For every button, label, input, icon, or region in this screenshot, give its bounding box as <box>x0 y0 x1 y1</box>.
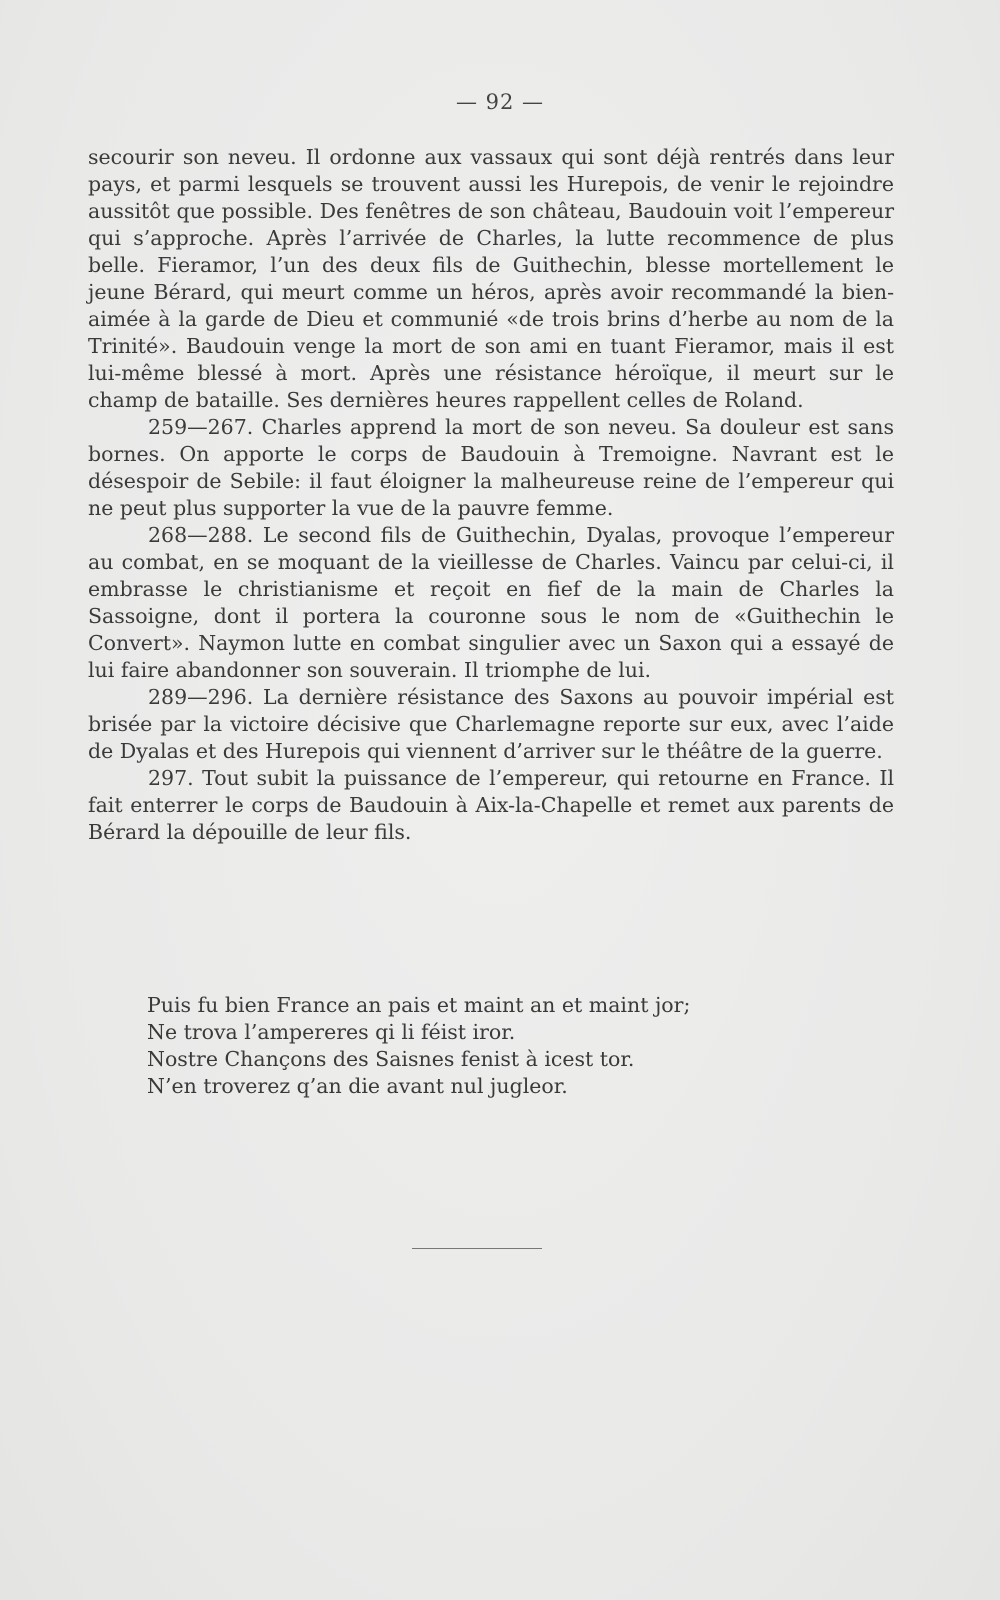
page-number: — 92 — <box>455 90 545 114</box>
paragraph-259-267: 259—267. Charles apprend la mort de son neveu. Sa douleur est sans bornes. On apporte le corps de Baudouin à Tremoigne. Navrant est le désespoir de Sebile: il faut éloigner la malheureuse reine de l’empereur qui ne peut plus supporter la vue de la pauvre femme. <box>88 415 894 520</box>
body-text <box>88 144 894 846</box>
section-divider <box>412 1248 542 1249</box>
paragraph-268-288: 268—288. Le second fils de Guithechin, Dyalas, provoque l’empereur au combat, en se moquant de la vieillesse de Charles. Vaincu par celui-ci, il embrasse le christianisme et reçoit en fief de la main de Charles la Sassoigne, dont il portera la couronne sous le nom de «Guithechin le Convert». Naymon lutte en combat singulier avec un Saxon qui a essayé de lui faire abandonner son souverain. Il triomphe de lui. <box>88 523 894 682</box>
verse-line: Ne trova l’ampereres qi li féist iror. <box>147 1020 516 1044</box>
paragraph-297: 297. Tout subit la puissance de l’empereur, qui retourne en France. Il fait enterrer le corps de Baudouin à Aix-la-Chapelle et remet aux parents de Bérard la dépouille de leur fils. <box>88 766 894 844</box>
verse-line: Puis fu bien France an pais et maint an et maint jor; <box>147 993 691 1017</box>
paragraph-289-296: 289—296. La dernière résistance des Saxons au pouvoir impérial est brisée par la victoire décisive que Charlemagne reporte sur eux, avec l’aide de Dyalas et des Hurepois qui viennent d’arriver sur le théâtre de la guerre. <box>88 685 894 763</box>
verse-line: Nostre Chançons des Saisnes fenist à icest tor. <box>147 1047 635 1071</box>
paragraph-continuation: secourir son neveu. Il ordonne aux vassaux qui sont déjà rentrés dans leur pays, et parmi lesquels se trouvent aussi les Hurepois, de venir le rejoindre aussitôt que possible. Des fenêtres de son château, Baudouin voit l’empereur qui s’approche. Après l’arrivée de Charles, la lutte recommence de plus belle. Fieramor, l’un des deux fils de Guithechin, blesse mortellement le jeune Bérard, qui meurt comme un héros, après avoir recommandé la bien-aimée à la garde de Dieu et communié «de trois brins d’herbe au nom de la Trinité». Baudouin venge la mort de son ami en tuant Fieramor, mais il est lui-même blessé à mort. Après une résistance héroïque, il meurt sur le champ de bataille. Ses dernières heures rappellent celles de Roland. <box>88 145 894 412</box>
verse-line: N’en troverez q’an die avant nul jugleor. <box>147 1074 568 1098</box>
verse-quote <box>147 992 867 1100</box>
